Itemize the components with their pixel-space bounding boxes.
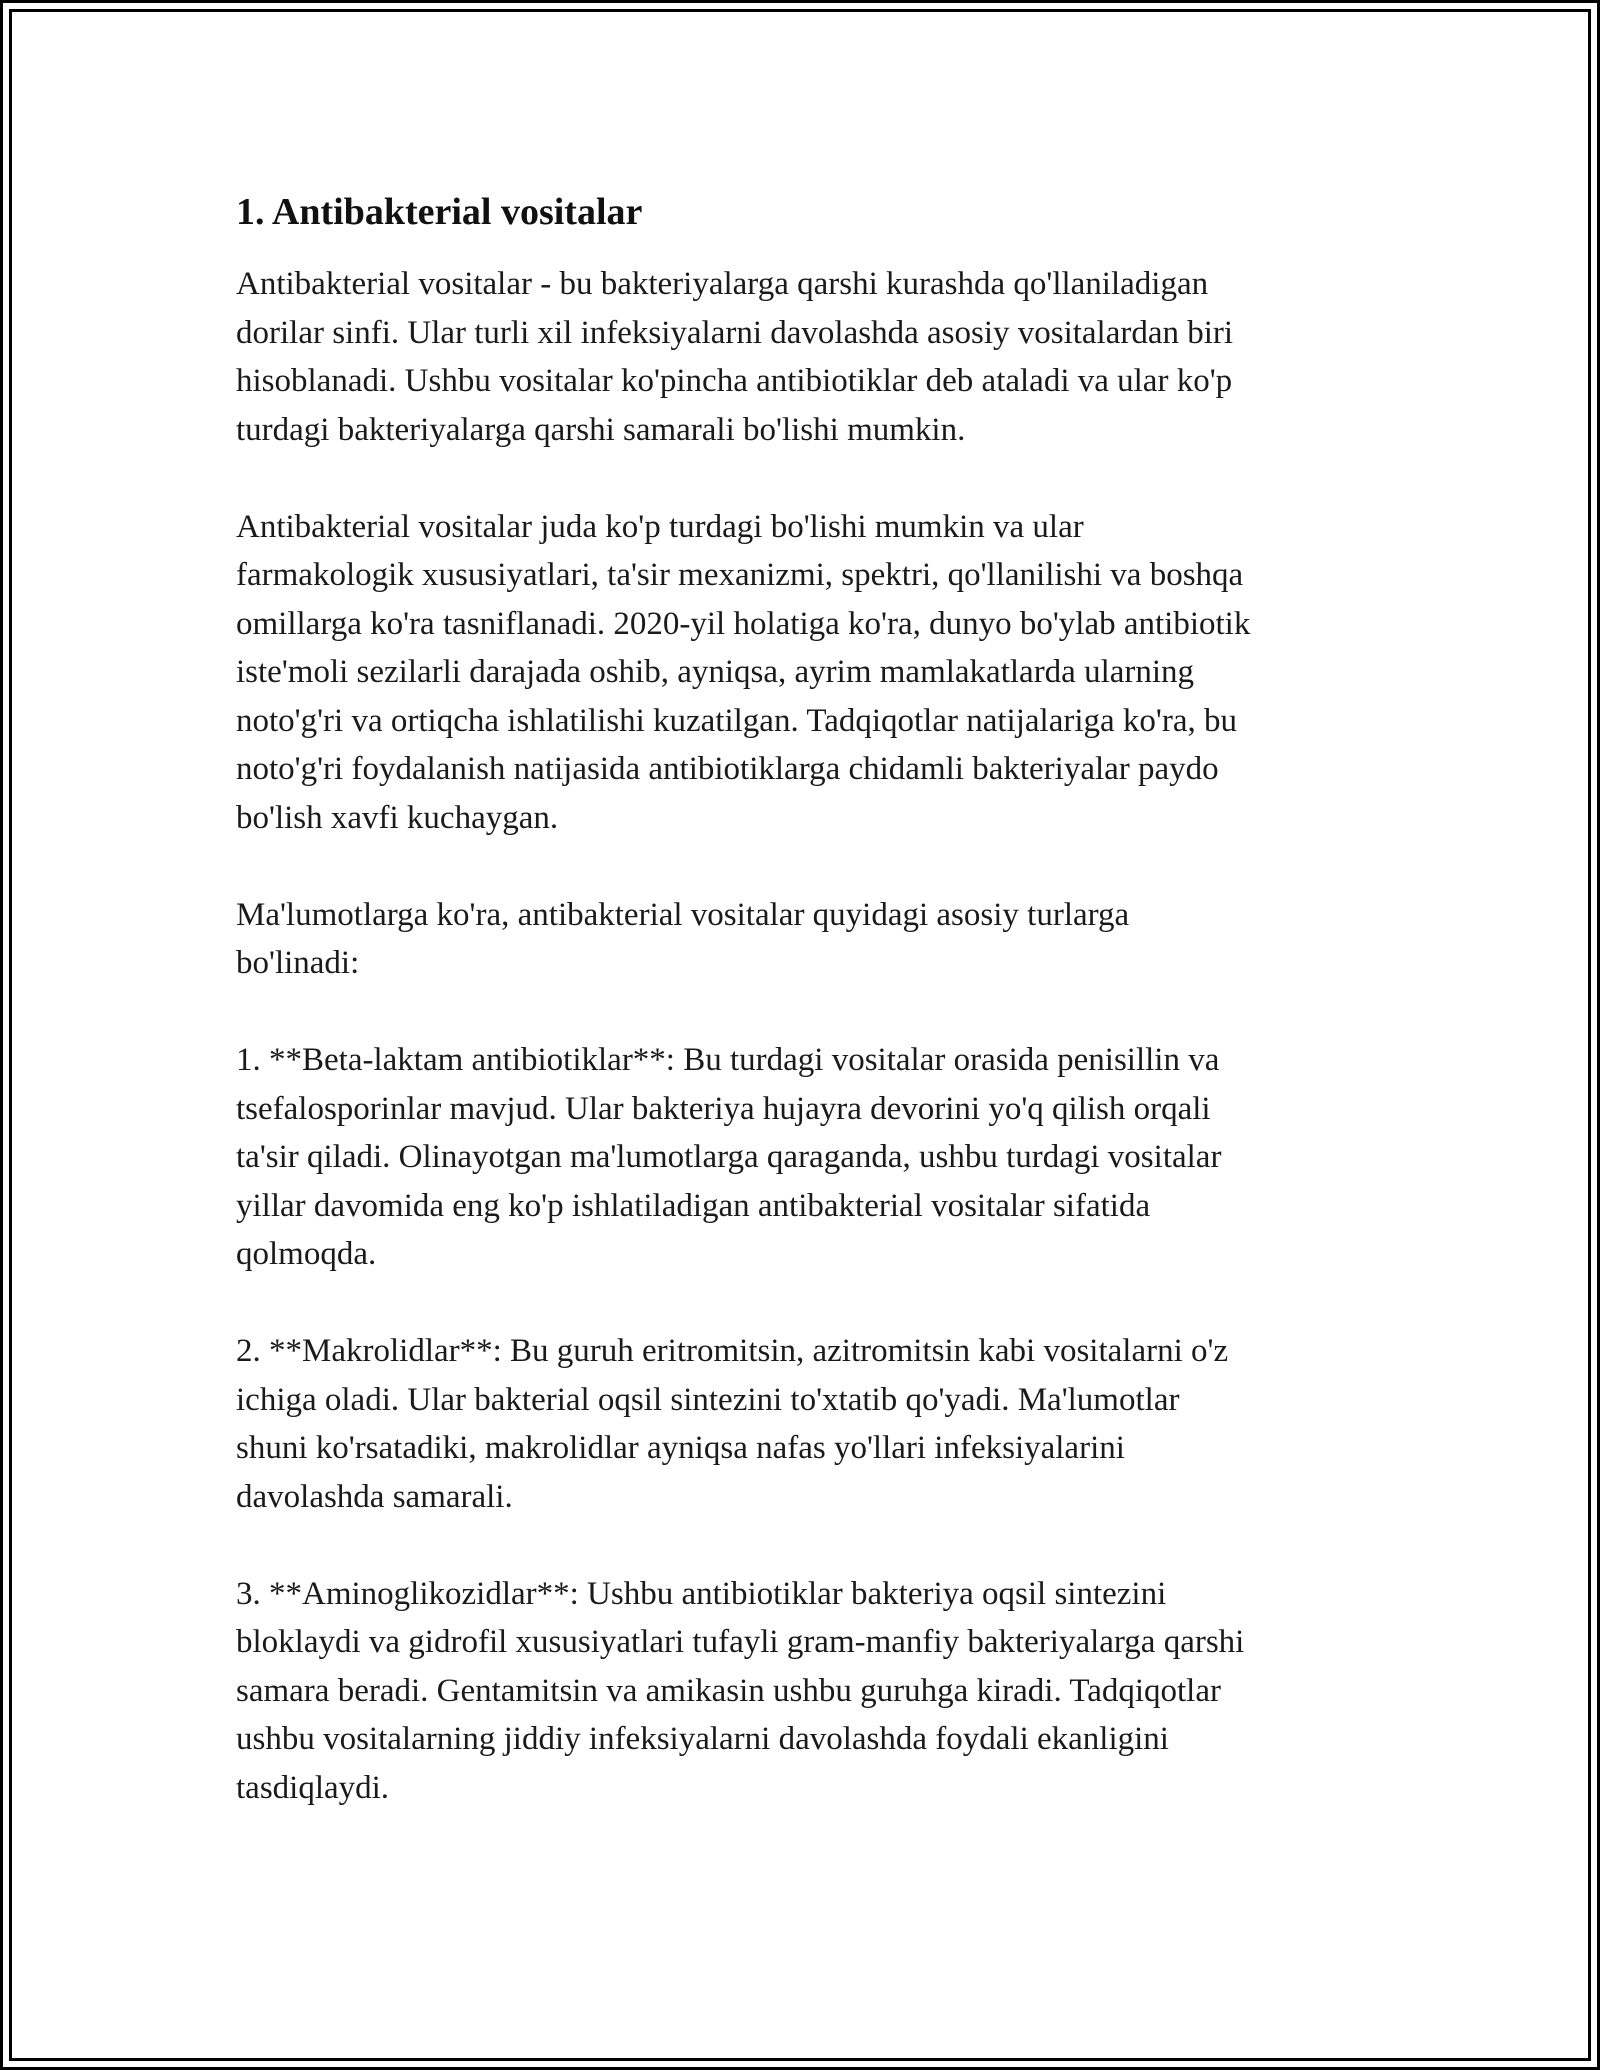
list-item-aminoglycosides: 3. **Aminoglikozidlar**: Ushbu antibiotiklar bakteriya oqsil sintezini bloklaydi va gidrofil xususiyatlari tufayli gram-manfiy bakteriyalarga qarshi samara beradi. Gentamitsin va amikasin ushbu guruhga kiradi. Tadqiqotlar ushbu vositalarning jiddiy infeksiyalarni davolashda foydali ekanligini tasdiqlaydi. <box>236 1575 1245 1806</box>
types-intro-paragraph: Ma'lumotlarga ko'ra, antibakterial vositalar quyidagi asosiy turlarga bo'linadi: <box>236 896 1130 981</box>
list-item-beta-lactam: 1. **Beta-laktam antibiotiklar**: Bu turdagi vositalar orasida penisillin va tsefalosporinlar mavjud. Ular bakteriya hujayra devorini yo'q qilish orqali ta'sir qiladi. Olinayotgan ma'lumotlarga qaraganda, ushbu turdagi vositalar yillar davomida eng ko'p ishlatiladigan antibakterial vositalar sifatida qolmoqda. <box>236 1042 1222 1272</box>
intro-paragraph: Antibakterial vositalar - bu bakteriyalarga qarshi kurashda qo'llaniladigan dorilar sinfi. Ular turli xil infeksiyalarni davolashda asosiy vositalardan biri hisoblanadi. Ushbu vositalar ko'pincha antibiotiklar deb ataladi va ular ko'p turdagi bakteriyalarga qarshi samarali bo'lishi mumkin. <box>236 266 1234 448</box>
section-heading: 1. Antibakterial vositalar <box>236 191 643 233</box>
document-body <box>236 186 1396 1861</box>
classification-paragraph: Antibakterial vositalar juda ko'p turdagi bo'lishi mumkin va ular farmakologik xususiyatlari, ta'sir mexanizmi, spektri, qo'llanilishi va boshqa omillarga ko'ra tasniflanadi. 2020-yil holatiga ko'ra, dunyo bo'ylab antibiotik iste'moli sezilarli darajada oshib, ayniqsa, ayrim mamlakatlarda ularning noto'g'ri va ortiqcha ishlatilishi kuzatilgan. Tadqiqotlar natijalariga ko'ra, bu noto'g'ri foydalanish natijasida antibiotiklarga chidamli bakteriyalar paydo bo'lish xavfi kuchaygan. <box>236 508 1251 836</box>
list-item-macrolides: 2. **Makrolidlar**: Bu guruh eritromitsin, azitromitsin kabi vositalarni o'z ichiga oladi. Ular bakterial oqsil sintezini to'xtatib qo'yadi. Ma'lumotlar shuni ko'rsatadiki, makrolidlar ayniqsa nafas yo'llari infeksiyalarini davolashda samarali. <box>236 1333 1229 1515</box>
